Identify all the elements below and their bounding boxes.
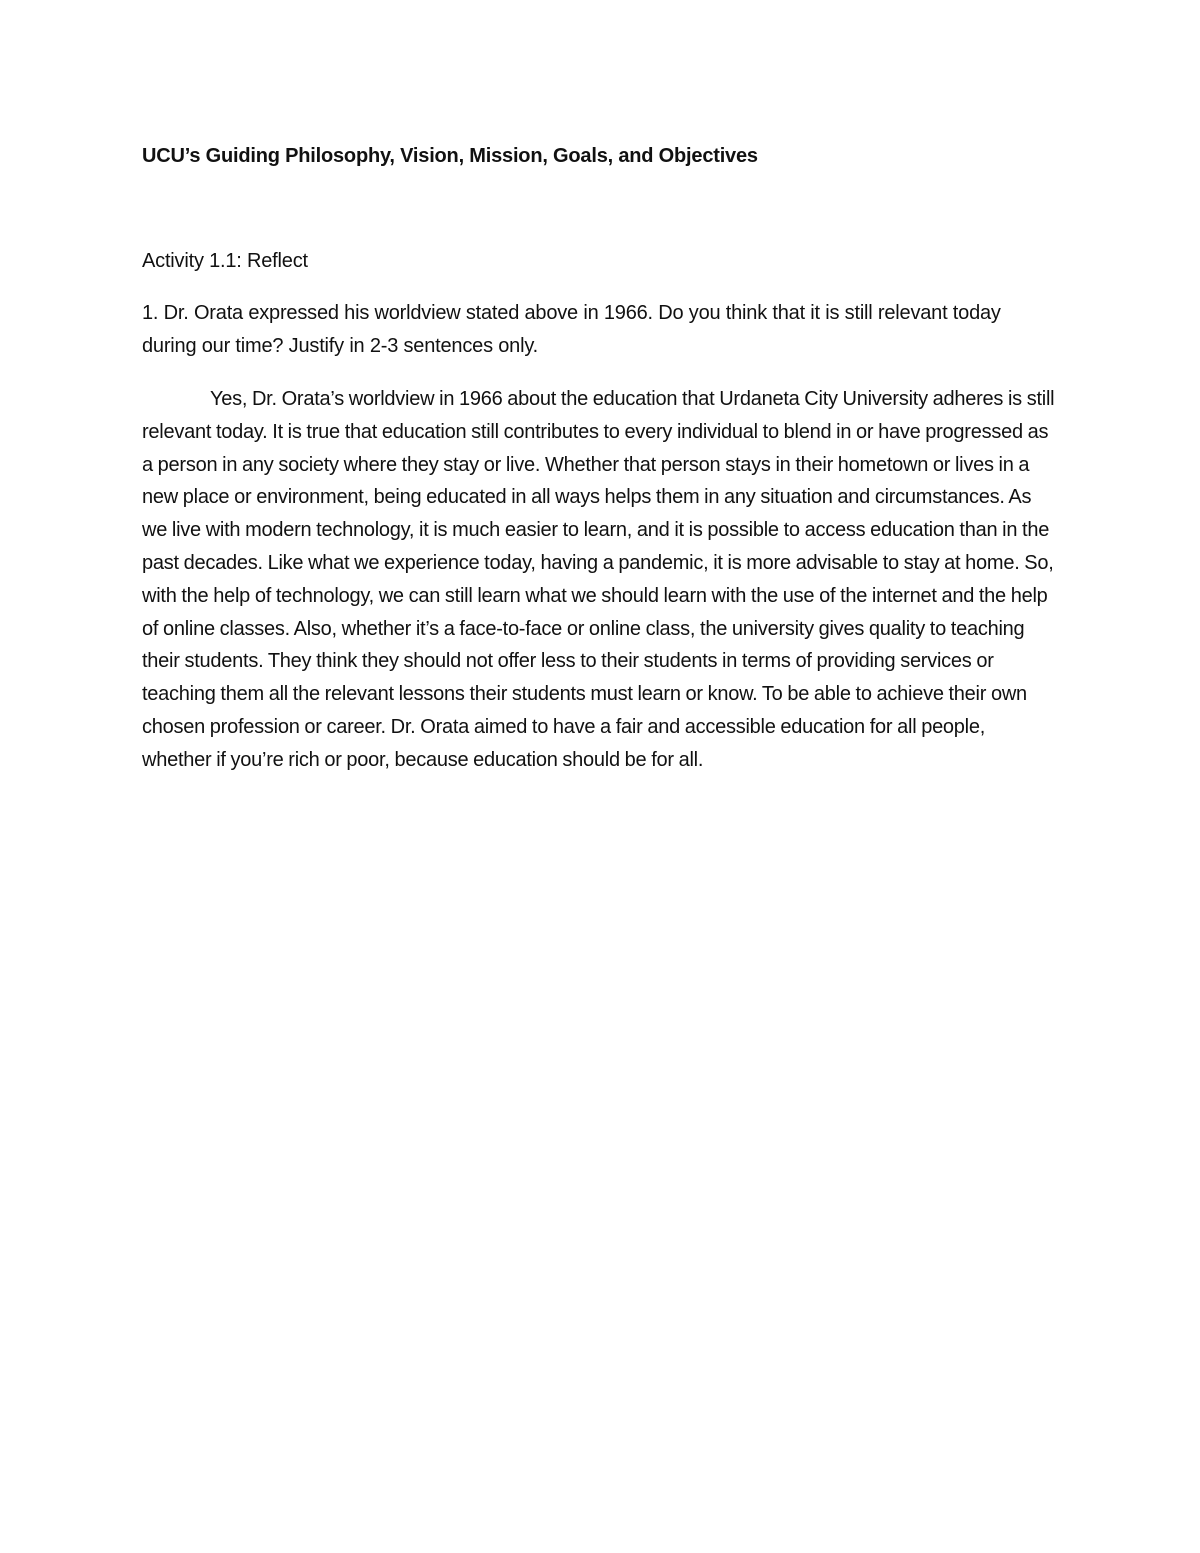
document-content — [142, 140, 1057, 777]
answer-paragraph: Yes, Dr. Orata’s worldview in 1966 about the education that Urdaneta City University adheres is still relevant today. It is true that education still contributes to every individual to blend in or have progressed as a person in any society where they stay or live. Whether that person stays in their hometown or lives in a new place or environment, being educated in all ways helps them in any situation and circumstances. As we live with modern technology, it is much easier to learn, and it is possible to access education than in the past decades. Like what we experience today, having a pandemic, it is more advisable to stay at home. So, with the help of technology, we can still learn what we should learn with the use of the internet and the help of online classes. Also, whether it’s a face-to-face or online class, the university gives quality to teaching their students. They think they should not offer less to their students in terms of providing services or teaching them all the relevant lessons their students must learn or know. To be able to achieve their own chosen profession or career. Dr. Orata aimed to have a fair and accessible education for all people, whether if you’re rich or poor, because education should be for all. — [142, 388, 1055, 771]
document-title: UCU’s Guiding Philosophy, Vision, Mission, Goals, and Objectives — [142, 145, 758, 167]
activity-heading: Activity 1.1: Reflect — [142, 250, 308, 272]
question-paragraph: 1. Dr. Orata expressed his worldview stated above in 1966. Do you think that it is still relevant today during our time? Justify in 2-3 sentences only. — [142, 302, 1001, 357]
